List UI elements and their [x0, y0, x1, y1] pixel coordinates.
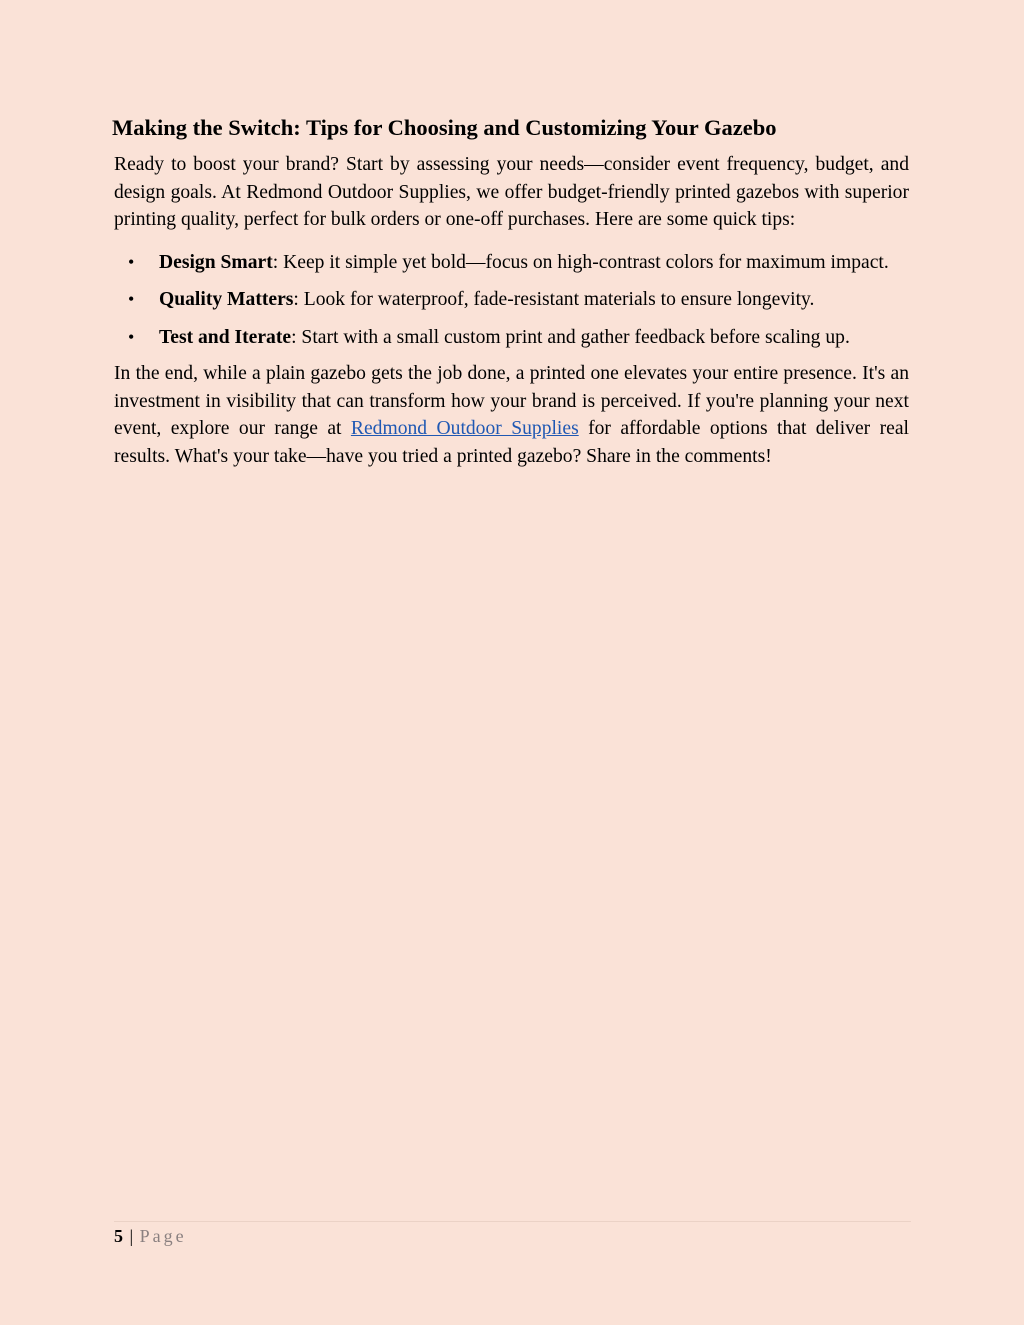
closing-text-after-link: for affordable options that deliver real results. What's your take—have you tried a printed gazebo? Share in the comments!	[114, 418, 909, 467]
tip-text: : Look for waterproof, fade-resistant materials to ensure longevity.	[293, 289, 815, 310]
page-footer	[114, 1225, 187, 1247]
tip-title: Design Smart	[159, 251, 273, 273]
list-item	[114, 286, 909, 314]
footer-separator: |	[129, 1226, 134, 1246]
page-number: 5	[114, 1226, 123, 1246]
tip-title: Test and Iterate	[159, 326, 292, 348]
bullet-icon: •	[128, 251, 135, 272]
page-label: Page	[139, 1226, 187, 1246]
redmond-outdoor-supplies-link[interactable]: Redmond Outdoor Supplies	[350, 418, 579, 439]
tip-title: Quality Matters	[159, 289, 294, 310]
tip-text: : Start with a small custom print and gather feedback before scaling up.	[291, 326, 850, 348]
footer-divider	[114, 1221, 911, 1222]
intro-paragraph: Ready to boost your brand? Start by assessing your needs—consider event frequency, budget, and design goals. At Redmond Outdoor Supplies, we offer budget-friendly printed gazebos with superior printing quality, perfect for bulk orders or one-off purchases. Here are some quick tips:	[114, 154, 909, 230]
closing-paragraph	[114, 360, 909, 470]
section-heading: Making the Switch: Tips for Choosing and Customizing Your Gazebo	[112, 115, 777, 140]
list-item	[114, 324, 909, 352]
page-content	[114, 112, 909, 470]
closing-text-before-link: In the end, while a plain gazebo gets the job done, a printed one elevates your entire presence. It's an investment in visibility that can transform how your brand is perceived. If you're planning your next event, explore our range at	[114, 363, 909, 439]
tip-text: : Keep it simple yet bold—focus on high-contrast colors for maximum impact.	[272, 251, 889, 273]
bullet-icon: •	[128, 289, 135, 309]
bullet-icon: •	[128, 326, 135, 347]
tips-list	[114, 249, 909, 352]
list-item	[114, 249, 909, 277]
